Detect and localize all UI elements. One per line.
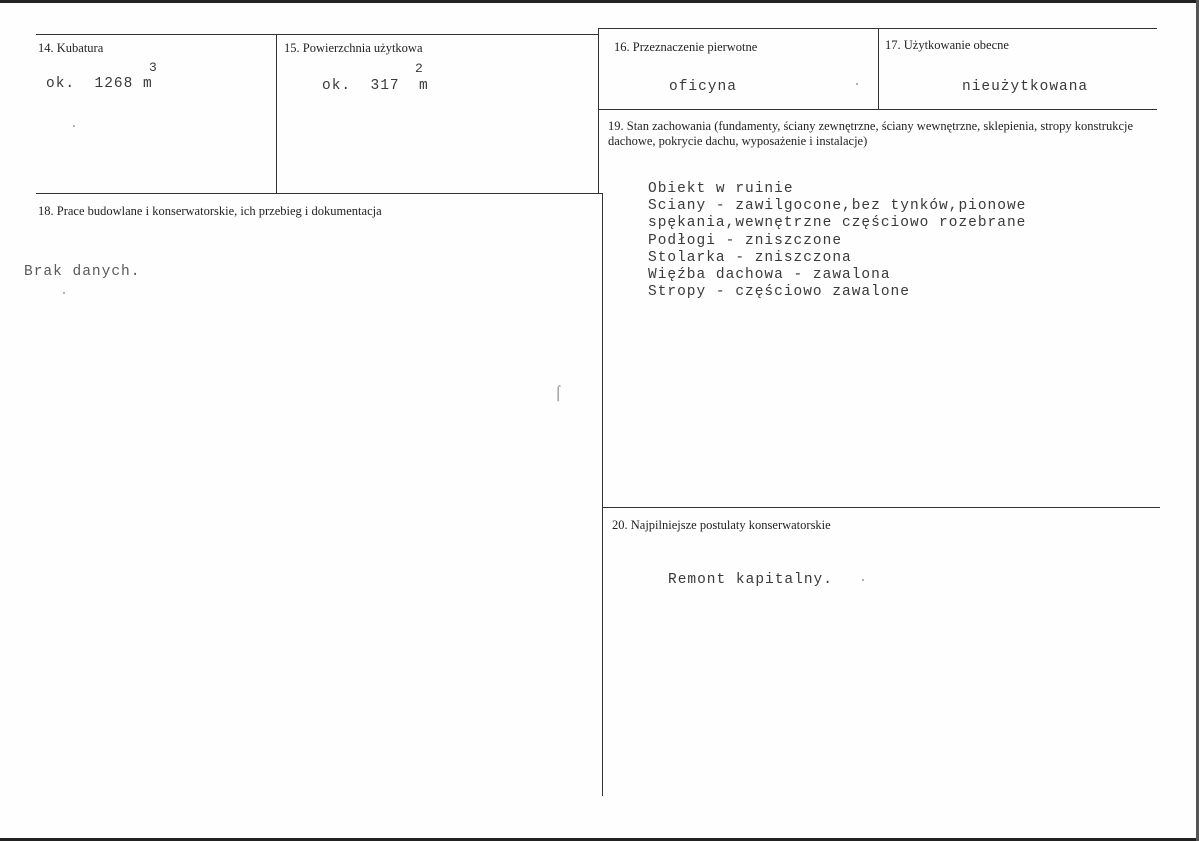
field-15-number: 317 (370, 78, 400, 94)
scan-speck (856, 83, 858, 85)
field-14-prefix: ok. (46, 76, 76, 92)
rule-above-20 (602, 507, 1160, 508)
field-15-value (322, 78, 429, 94)
field-19-line: Stropy - częściowo zawalone (648, 284, 910, 301)
field-17-label: 17. Użytkowanie obecne (885, 38, 1009, 52)
field-20-label: 20. Najpilniejsze postulaty konserwatorskie (612, 518, 831, 532)
field-16-label: 16. Przeznaczenie pierwotne (614, 40, 758, 54)
field-16-value: oficyna (669, 79, 737, 95)
field-15-exponent: 2 (415, 61, 424, 76)
field-15-label: 15. Powierzchnia użytkowa (284, 41, 423, 55)
field-14-label: 14. Kubatura (38, 41, 104, 55)
field-19-label: 19. Stan zachowania (fundamenty, ściany zewnętrzne, ściany wewnętrzne, sklepienia, stropy konstrukcje dachowe, pokrycie dachu, wyposażenie i instalacje) (608, 119, 1134, 148)
field-19-line: spękania,wewnętrzne częściowo rozebrane (648, 215, 1027, 232)
scan-speck (862, 579, 864, 581)
field-18-value: Brak danych. (24, 264, 141, 280)
rule-under-14-15 (36, 193, 602, 194)
divider-left-right (598, 28, 599, 193)
field-19-line: Sciany - zawilgocone,bez tynków,pionowe (648, 198, 1027, 215)
field-14-exponent: 3 (149, 60, 158, 75)
stray-pen-mark: ⌠ (554, 386, 563, 401)
scan-speck (63, 292, 65, 294)
field-17-value: nieużytkowana (962, 79, 1089, 95)
divider-16-17 (878, 28, 879, 110)
field-15-unit: m (419, 78, 429, 94)
field-14-unit: m (143, 76, 153, 92)
field-19-lines (648, 181, 1026, 301)
top-rule-left (36, 34, 598, 35)
field-19-line: Obiekt w ruinie (648, 181, 794, 197)
rule-under-16-17 (598, 109, 1157, 110)
divider-right-lower (602, 193, 603, 796)
scan-speck (73, 125, 75, 127)
field-14-number: 1268 (94, 76, 134, 92)
field-15-prefix: ok. (322, 78, 352, 94)
field-18-label: 18. Prace budowlane i konserwatorskie, ich przebieg i dokumentacja (38, 204, 382, 218)
divider-14-15 (276, 34, 277, 194)
field-19-line: Podłogi - zniszczone (648, 232, 843, 249)
field-19-line: Więźba dachowa - zawalona (648, 267, 891, 284)
field-20-value: Remont kapitalny. (668, 572, 833, 588)
field-19-line: Stolarka - zniszczona (648, 249, 852, 266)
field-14-value (46, 76, 153, 92)
